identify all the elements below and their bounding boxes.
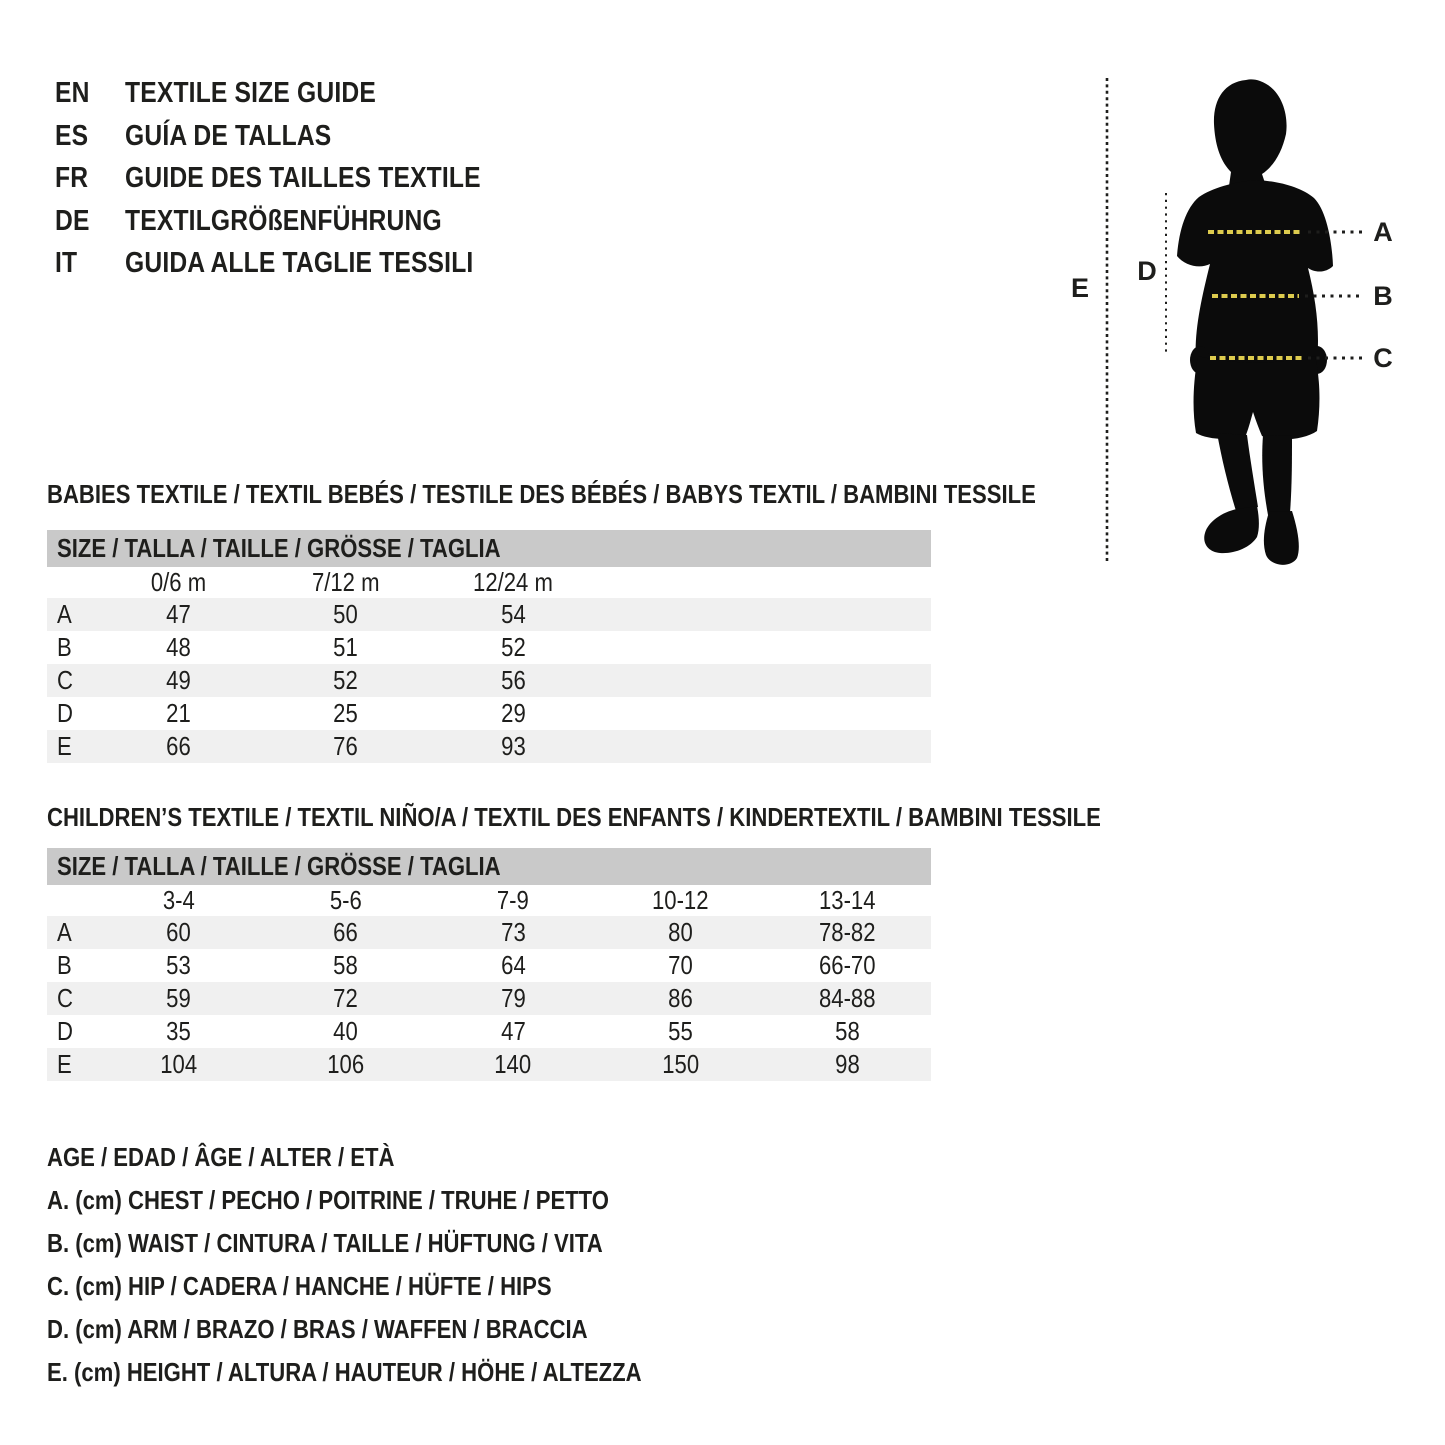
row-label: E xyxy=(57,1049,72,1079)
measurement-legend xyxy=(47,1144,747,1385)
column-header: 0/6 m xyxy=(150,567,207,597)
column-header: 7/12 m xyxy=(311,567,380,597)
table-cell: 60 xyxy=(166,917,191,947)
table-row xyxy=(47,631,931,664)
legend-line-arm: D. (cm) ARM / BRAZO / BRAS / WAFFEN / BRACCIA xyxy=(47,1314,588,1344)
table-cell: 35 xyxy=(166,1016,191,1046)
lang-row-fr xyxy=(55,163,544,193)
child-silhouette-diagram xyxy=(1050,60,1445,600)
lang-code: FR xyxy=(55,162,89,194)
table-cell: 58 xyxy=(835,1016,860,1046)
legend-line-waist: B. (cm) WAIST / CINTURA / TAILLE / HÜFTUNG / VITA xyxy=(47,1228,603,1258)
babies-section-title: BABIES TEXTILE / TEXTIL BEBÉS / TESTILE DES BÉBÉS / BABYS TEXTIL / BAMBINI TESSILE xyxy=(47,479,1036,509)
children-column-header-row xyxy=(47,885,931,916)
table-cell: 47 xyxy=(500,1016,526,1046)
row-label: B xyxy=(57,950,72,980)
table-cell: 48 xyxy=(166,632,191,662)
column-header: 12/24 m xyxy=(473,567,553,597)
table-cell: 84-88 xyxy=(819,983,876,1013)
row-label: B xyxy=(57,632,72,662)
row-label: C xyxy=(57,665,73,695)
table-row xyxy=(47,1015,931,1048)
lang-title: GUÍA DE TALLAS xyxy=(125,119,332,152)
table-row xyxy=(47,730,931,763)
table-row xyxy=(47,664,931,697)
column-header: 10-12 xyxy=(651,885,709,915)
table-cell: 79 xyxy=(500,983,526,1013)
babies-size-header-bar xyxy=(47,530,931,567)
table-cell: 54 xyxy=(500,599,526,629)
table-cell: 76 xyxy=(333,731,359,761)
column-header: 5-6 xyxy=(329,885,362,915)
children-size-header-bar xyxy=(47,848,931,885)
children-section-title: CHILDREN’S TEXTILE / TEXTIL NIÑO/A / TEXTIL DES ENFANTS / KINDERTEXTIL / BAMBINI TESSILE xyxy=(47,802,1101,832)
babies-column-header-row xyxy=(47,567,931,598)
row-label: A xyxy=(57,917,72,947)
children-size-table xyxy=(47,848,931,1081)
figure-label-E: E xyxy=(1070,273,1090,303)
language-title-block xyxy=(55,78,544,278)
table-cell: 29 xyxy=(500,698,526,728)
size-header-label: SIZE / TALLA / TAILLE / GRÖSSE / TAGLIA xyxy=(57,533,501,563)
table-row xyxy=(47,598,931,631)
table-cell: 66-70 xyxy=(819,950,876,980)
table-cell: 72 xyxy=(333,983,359,1013)
table-cell: 51 xyxy=(333,632,359,662)
table-cell: 66 xyxy=(333,917,359,947)
table-row xyxy=(47,697,931,730)
table-cell: 70 xyxy=(667,950,693,980)
table-cell: 66 xyxy=(166,731,191,761)
table-cell: 80 xyxy=(667,917,693,947)
lang-row-de xyxy=(55,206,544,236)
table-cell: 64 xyxy=(500,950,526,980)
column-header: 7-9 xyxy=(497,885,529,915)
table-cell: 49 xyxy=(166,665,191,695)
babies-size-table xyxy=(47,530,931,763)
table-cell: 98 xyxy=(835,1049,860,1079)
table-cell: 47 xyxy=(166,599,191,629)
measurement-figure xyxy=(1050,60,1445,600)
lang-row-es xyxy=(55,121,544,151)
table-row xyxy=(47,916,931,949)
table-cell: 150 xyxy=(661,1049,699,1079)
row-label: E xyxy=(57,731,72,761)
table-cell: 50 xyxy=(333,599,359,629)
table-cell: 53 xyxy=(166,950,191,980)
row-label: D xyxy=(57,1016,73,1046)
table-cell: 78-82 xyxy=(819,917,876,947)
table-cell: 40 xyxy=(333,1016,359,1046)
lang-code: DE xyxy=(55,204,90,237)
table-cell: 55 xyxy=(667,1016,693,1046)
table-cell: 58 xyxy=(333,950,359,980)
table-cell: 25 xyxy=(333,698,359,728)
legend-line-height: E. (cm) HEIGHT / ALTURA / HAUTEUR / HÖHE / ALTEZZA xyxy=(47,1357,642,1387)
table-cell: 86 xyxy=(667,983,693,1013)
column-header: 3-4 xyxy=(162,885,195,915)
table-row xyxy=(47,949,931,982)
table-cell: 93 xyxy=(500,731,526,761)
figure-label-A: A xyxy=(1373,217,1393,247)
lang-row-en xyxy=(55,78,544,108)
column-header: 13-14 xyxy=(819,885,876,915)
table-cell: 106 xyxy=(327,1049,365,1079)
figure-label-B: B xyxy=(1373,281,1393,311)
table-row xyxy=(47,1048,931,1081)
lang-title: GUIDE DES TAILLES TEXTILE xyxy=(125,162,481,194)
lang-title: TEXTILE SIZE GUIDE xyxy=(125,77,376,109)
row-label: A xyxy=(57,599,72,629)
table-cell: 140 xyxy=(494,1049,532,1079)
row-label: C xyxy=(57,983,73,1013)
lang-code: EN xyxy=(55,77,90,109)
figure-label-C: C xyxy=(1373,343,1393,373)
table-cell: 52 xyxy=(333,665,359,695)
legend-line-age: AGE / EDAD / ÂGE / ALTER / ETÀ xyxy=(47,1142,395,1172)
legend-line-hip: C. (cm) HIP / CADERA / HANCHE / HÜFTE / HIPS xyxy=(47,1271,552,1301)
lang-code: IT xyxy=(55,247,78,279)
legend-line-chest: A. (cm) CHEST / PECHO / POITRINE / TRUHE / PETTO xyxy=(47,1185,609,1215)
table-cell: 21 xyxy=(166,698,191,728)
row-label: D xyxy=(57,698,73,728)
table-cell: 56 xyxy=(500,665,526,695)
table-row xyxy=(47,982,931,1015)
table-cell: 73 xyxy=(500,917,526,947)
lang-row-it xyxy=(55,248,544,278)
size-header-label: SIZE / TALLA / TAILLE / GRÖSSE / TAGLIA xyxy=(57,851,501,881)
lang-title: TEXTILGRÖßENFÜHRUNG xyxy=(125,204,442,237)
figure-label-D: D xyxy=(1137,256,1157,286)
table-cell: 52 xyxy=(500,632,526,662)
table-cell: 59 xyxy=(166,983,191,1013)
lang-code: ES xyxy=(55,119,89,152)
lang-title: GUIDA ALLE TAGLIE TESSILI xyxy=(125,247,474,279)
table-cell: 104 xyxy=(160,1049,198,1079)
